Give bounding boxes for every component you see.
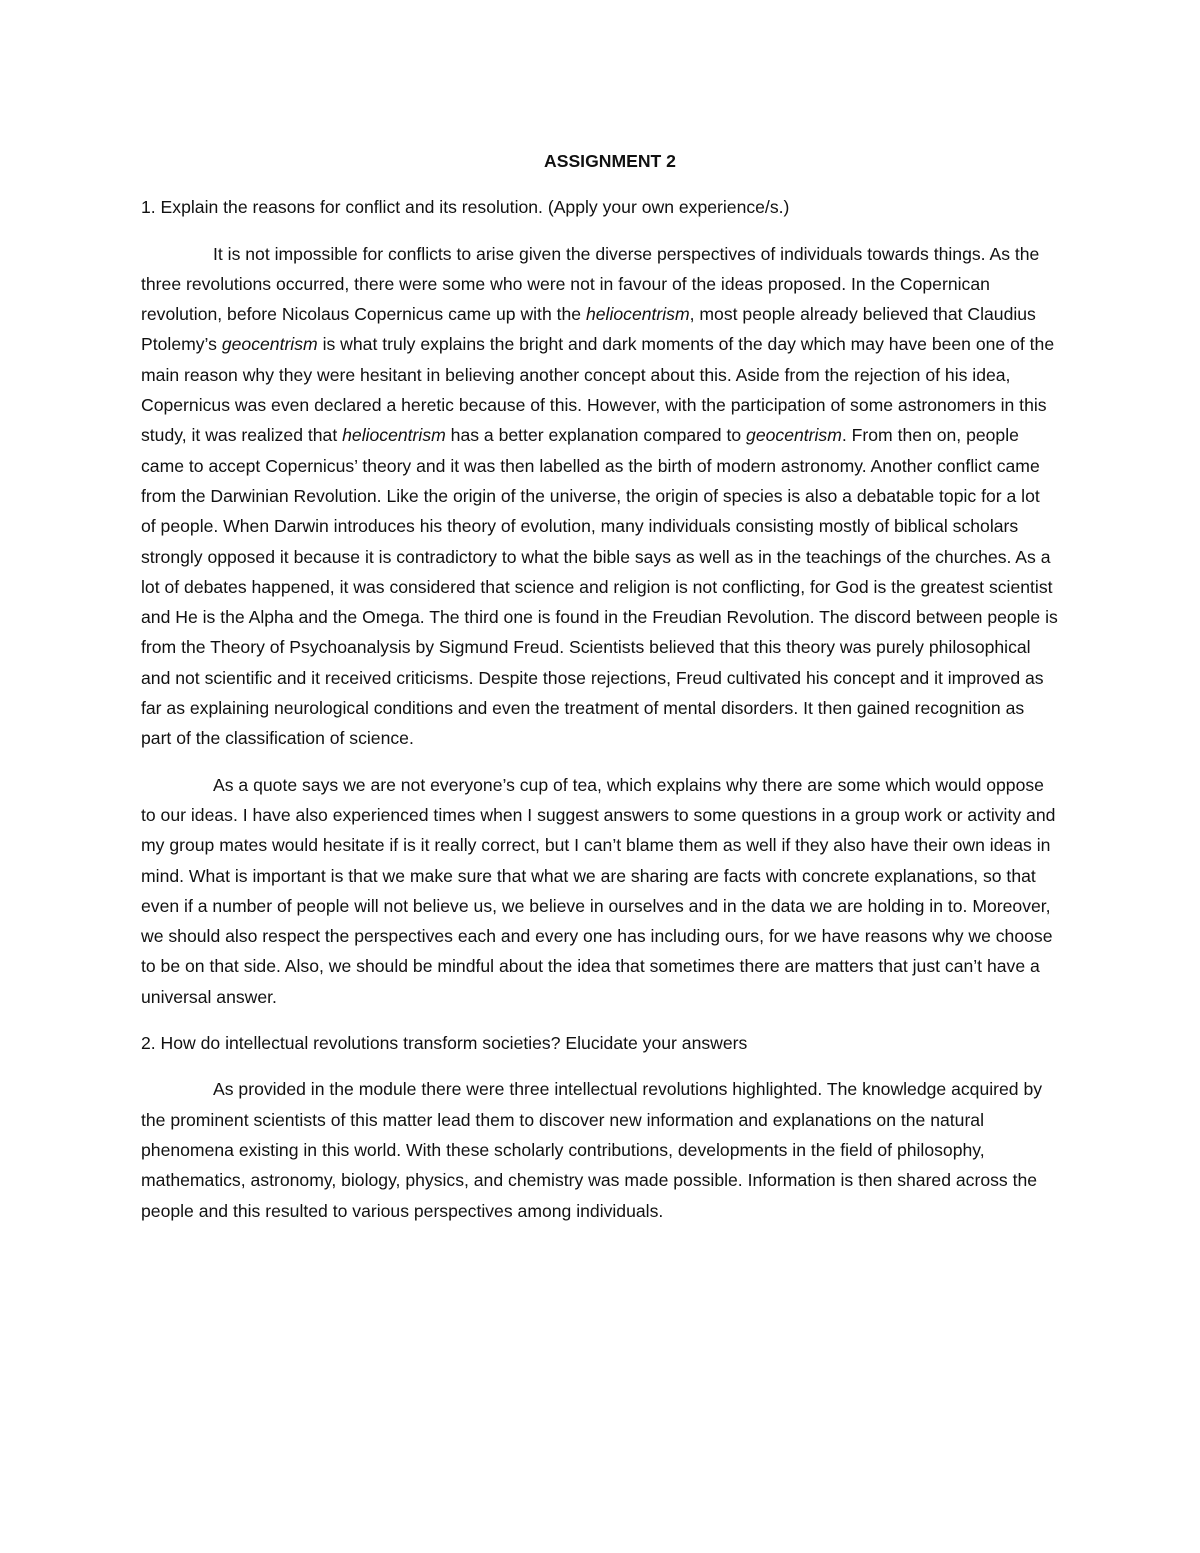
answer-1-paragraph-2: As a quote says we are not everyone’s cup of tea, which explains why there are some which would oppose to our ideas. I have also experienced times when I suggest answers to some questions in a group work or activity and my group mates would hesitate if is it really correct, but I can’t blame them as well if they also have their own ideas in mind. What is important is that we make sure that what we are sharing are facts with concrete explanations, so that even if a number of people will not believe us, we believe in ourselves and in the data we are holding in to. Moreover, we should also respect the perspectives each and every one has including ours, for we have reasons why we choose to be on that side. Also, we should be mindful about the idea that sometimes there are matters that just can’t have a universal answer. [141, 774, 1056, 1007]
document-body [141, 146, 1059, 1242]
question-2: 2. How do intellectual revolutions transform societies? Elucidate your answers [141, 1033, 748, 1054]
text-span: It is not impossible for conflicts to arise given the diverse perspectives of individuals towards things. As the three revolutions occurred, there were some who were not in favour of the ideas proposed. In the Copernican revolution, before Nicolaus Copernicus came up with the [141, 243, 1040, 325]
italic-term-heliocentrism: heliocentrism [585, 304, 690, 325]
text-span: is what truly explains the bright and dark moments of the day which may have been one of the main reason why they were hesitant in believing another concept about this. Aside from the rejection of his idea, Copernicus was even declared a heretic because of this. However, with the participation of some astronomers in this study, it was realized that [141, 334, 1055, 446]
text-span: . From then on, people came to accept Copernicus’ theory and it was then labelled as the birth of modern astronomy. Another conflict came from the Darwinian Revolution. Like the origin of the universe, the origin of species is also a debatable topic for a lot of people. When Darwin introduces his theory of evolution, many individuals consisting mostly of biblical scholars strongly opposed it because it is contradictory to what the bible says as well as in the teachings of the churches. As a lot of debates happened, it was considered that science and religion is not conflicting, for God is the greatest scientist and He is the Alpha and the Omega. The third one is found in the Freudian Revolution. The discord between people is from the Theory of Psychoanalysis by Sigmund Freud. Scientists believed that this theory was purely philosophical and not scientific and it received criticisms. Despite those rejections, Freud cultivated his concept and it improved as far as explaining neurological conditions and even the treatment of mental disorders. It then gained recognition as part of the classification of science. [141, 425, 1058, 749]
italic-term-geocentrism: geocentrism [746, 425, 842, 446]
answer-2-paragraph-1: As provided in the module there were three intellectual revolutions highlighted. The knowledge acquired by the prominent scientists of this matter lead them to discover new information and explanations on the natural phenomena existing in this world. With these scholarly contributions, developments in the field of philosophy, mathematics, astronomy, biology, physics, and chemistry was made possible. Information is then shared across the people and this resulted to various perspectives among individuals. [141, 1079, 1043, 1221]
text-span: , most people already believed that Claudius Ptolemy’s [141, 304, 1036, 355]
answer-1-paragraph-1 [141, 239, 1059, 754]
text-span: has a better explanation compared to [445, 425, 747, 446]
italic-term-geocentrism: geocentrism [221, 334, 318, 355]
italic-term-heliocentrism: heliocentrism [342, 425, 446, 446]
page-title: ASSIGNMENT 2 [544, 151, 676, 171]
question-1: 1. Explain the reasons for conflict and its resolution. (Apply your own experience/s.) [141, 197, 790, 218]
